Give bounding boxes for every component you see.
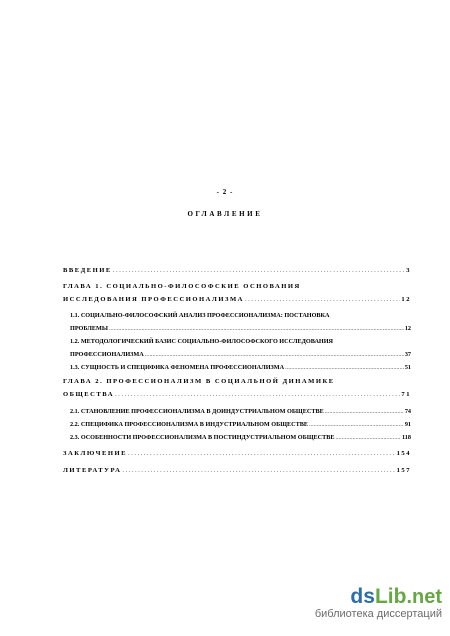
- toc-entry-text: ПРОФЕССИОНАЛИЗМА: [70, 351, 144, 358]
- toc-page-number: 74: [404, 408, 411, 415]
- toc-entry-text: ЗАКЛЮЧЕНИЕ: [63, 450, 128, 457]
- toc-title: ОГЛАВЛЕНИЕ: [187, 210, 263, 218]
- toc-entry-section-1-3[interactable]: [70, 365, 411, 371]
- toc-entry-text: ОБЩЕСТВА: [63, 391, 115, 398]
- toc-leader-dots: [113, 268, 405, 275]
- toc-entry-text: ВВЕДЕНИЕ: [63, 267, 112, 274]
- watermark-subtitle: библиотека диссертаций: [314, 608, 442, 620]
- toc-page-number: 91: [404, 421, 411, 428]
- toc-page-number: 51: [404, 364, 411, 371]
- toc-entry-section-2-3[interactable]: [70, 435, 411, 441]
- toc-entry-chapter-1[interactable]: [63, 284, 411, 291]
- toc-entry-introduction[interactable]: [63, 268, 411, 275]
- toc-entry-literature[interactable]: [63, 468, 411, 475]
- toc-page-number: 157: [396, 467, 411, 474]
- toc-entry-text: ИССЛЕДОВАНИЯ ПРОФЕССИОНАЛИЗМА: [63, 296, 244, 303]
- dslib-watermark: [315, 586, 442, 620]
- toc-page-number: 3: [406, 267, 411, 274]
- toc-leader-dots: [109, 326, 404, 332]
- toc-entry-conclusion[interactable]: [63, 451, 411, 458]
- toc-entry-section-2-1[interactable]: [70, 409, 411, 415]
- toc-entry-text: ПРОБЛЕМЫ: [70, 325, 108, 332]
- toc-entry-text: 1.3. СУЩНОСТЬ И СПЕЦИФИКА ФЕНОМЕНА ПРОФЕССИОНАЛИЗМА: [70, 364, 285, 371]
- watermark-logo: [315, 586, 442, 607]
- toc-entry-section-1-1-cont[interactable]: [70, 326, 411, 332]
- toc-page-number: 118: [402, 434, 411, 441]
- toc-entry-section-1-2[interactable]: [70, 339, 411, 345]
- toc-entry-text: 2.2. СПЕЦИФИКА ПРОФЕССИОНАЛИЗМА В ИНДУСТРИАЛЬНОМ ОБЩЕСТВЕ: [70, 421, 308, 428]
- toc-leader-dots: [245, 297, 400, 304]
- toc-entry-section-1-2-cont[interactable]: [70, 352, 411, 358]
- toc-entry-text: 1.1. СОЦИАЛЬНО-ФИЛОСОФСКИЙ АНАЛИЗ ПРОФЕССИОНАЛИЗМА: ПОСТАНОВКА: [70, 312, 330, 319]
- toc-leader-dots: [325, 409, 404, 415]
- toc-page-number: 154: [396, 450, 411, 457]
- toc-entry-chapter-2-cont[interactable]: [63, 392, 411, 399]
- toc-page-number: 37: [404, 351, 411, 358]
- toc-entry-chapter-2[interactable]: [63, 379, 411, 386]
- toc-entry-text: ГЛАВА 1. СОЦИАЛЬНО-ФИЛОСОФСКИЕ ОСНОВАНИЯ: [63, 283, 301, 290]
- toc-entry-section-2-2[interactable]: [70, 422, 411, 428]
- toc-entry-text: 1.2. МЕТОДОЛОГИЧЕСКИЙ БАЗИС СОЦИАЛЬНО-ФИЛОСОФСКОГО ИССЛЕДОВАНИЯ: [70, 338, 334, 345]
- toc-entry-text: 2.1. СТАНОВЛЕНИЕ ПРОФЕССИОНАЛИЗМА В ДОИНДУСТРИАЛЬНОМ ОБЩЕСТВЕ: [70, 408, 324, 415]
- toc-leader-dots: [145, 352, 404, 358]
- page-number: - 2 -: [216, 188, 234, 196]
- watermark-logo-ds: ds: [350, 585, 375, 608]
- toc-page-number: 71: [401, 391, 411, 398]
- watermark-logo-net: .net: [406, 586, 442, 608]
- toc-entry-text: ГЛАВА 2. ПРОФЕССИОНАЛИЗМ В СОЦИАЛЬНОЙ ДИНАМИКЕ: [63, 378, 335, 385]
- toc-leader-dots: [335, 435, 401, 441]
- toc-entry-chapter-1-cont[interactable]: [63, 297, 411, 304]
- toc-entry-text: 2.3. ОСОБЕННОСТИ ПРОФЕССИОНАЛИЗМА В ПОСТИНДУСТРИАЛЬНОМ ОБЩЕСТВЕ: [70, 434, 335, 441]
- toc-leader-dots: [285, 365, 404, 371]
- toc-entry-section-1-1[interactable]: [70, 313, 411, 319]
- toc-page-number: 12: [401, 296, 411, 303]
- toc-leader-dots: [309, 422, 404, 428]
- toc-leader-dots: [122, 468, 395, 475]
- toc-leader-dots: [128, 451, 396, 458]
- toc-page-number: 12: [404, 325, 411, 332]
- toc-entry-text: ЛИТЕРАТУРА: [63, 467, 122, 474]
- watermark-logo-lib: Lib: [374, 585, 407, 608]
- toc-leader-dots: [115, 392, 400, 399]
